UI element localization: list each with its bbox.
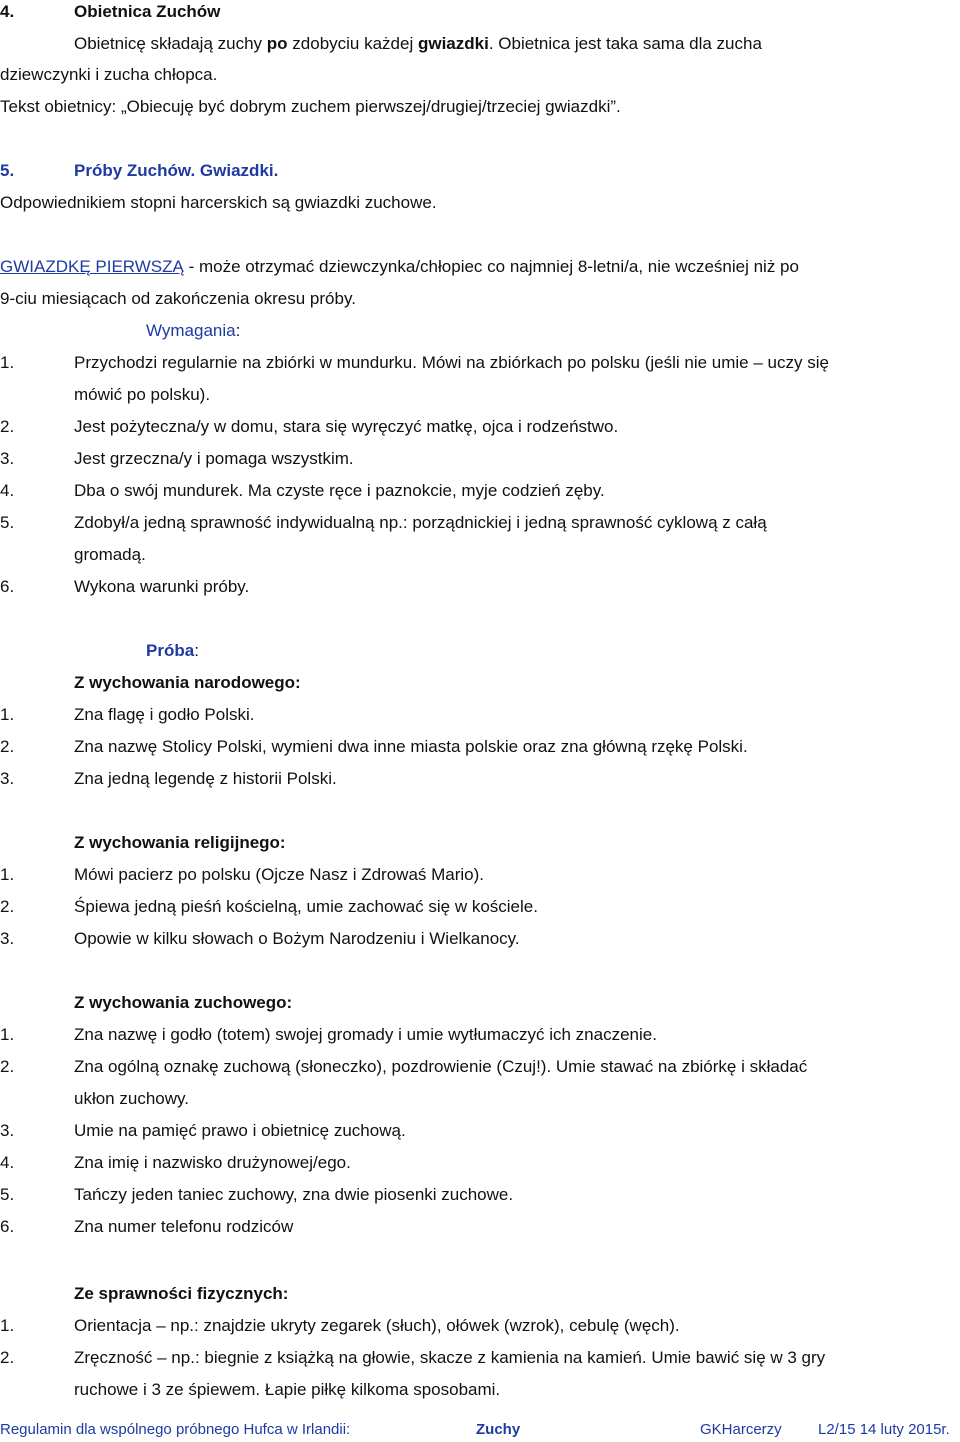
item-text: Zdobył/a jedną sprawność indywidualną np.: porządnickiej i jedną sprawność cyklową z całą xyxy=(74,513,767,532)
text-run-bold: po xyxy=(266,34,288,53)
requirement-item xyxy=(0,386,960,403)
footer-title: Regulamin dla wspólnego próbnego Hufca w Irlandii: xyxy=(0,1421,351,1438)
item-number: 3. xyxy=(0,769,15,788)
list-item xyxy=(0,1122,960,1139)
item-text: mówić po polsku). xyxy=(74,385,211,404)
item-number: 2. xyxy=(0,737,15,756)
section-number: 4. xyxy=(0,2,15,21)
item-text: ukłon zuchowy. xyxy=(74,1089,189,1108)
requirements-heading xyxy=(146,322,846,339)
subsection-title-physical: Ze sprawności fizycznych: xyxy=(74,1284,289,1303)
item-text: Opowie w kilku słowach o Bożym Narodzeniu i Wielkanocy. xyxy=(74,929,520,948)
item-text: Zna jedną legendę z historii Polski. xyxy=(74,769,337,788)
item-number: 2. xyxy=(0,1057,15,1076)
text-run-bold: gwiazdki xyxy=(417,34,489,53)
first-star-paragraph xyxy=(0,258,960,275)
first-star-text: - może otrzymać dziewczynka/chłopiec co najmniej 8-letni/a, nie wcześniej niż po xyxy=(183,257,799,276)
subsection-title-religious: Z wychowania religijnego: xyxy=(74,833,286,852)
footer-section: Zuchy xyxy=(476,1421,521,1438)
item-number: 4. xyxy=(0,481,15,500)
trial-label: Próba xyxy=(146,641,195,660)
item-number: 4. xyxy=(0,1153,15,1172)
item-text: Zna nazwę i godło (totem) swojej gromady i umie wytłumaczyć ich znaczenie. xyxy=(74,1025,657,1044)
list-item xyxy=(0,1381,960,1398)
item-text: Tańczy jeden taniec zuchowy, zna dwie piosenki zuchowe. xyxy=(74,1185,514,1204)
first-star-label: GWIAZDKĘ PIERWSZĄ xyxy=(0,257,184,276)
item-number: 6. xyxy=(0,577,15,596)
item-text: Jest grzeczna/y i pomaga wszystkim. xyxy=(74,449,354,468)
section-title: Obietnica Zuchów xyxy=(74,2,221,21)
requirement-item xyxy=(0,578,960,595)
item-text: Jest pożyteczna/y w domu, stara się wyręczyć matkę, ojca i rodzeństwo. xyxy=(74,417,619,436)
item-text: Wykona warunki próby. xyxy=(74,577,250,596)
item-number: 1. xyxy=(0,865,15,884)
promise-text: Tekst obietnicy: „Obiecuję być dobrym zuchem pierwszej/drugiej/trzeciej gwiazdki”. xyxy=(0,97,621,116)
section-5-intro: Odpowiednikiem stopni harcerskich są gwiazdki zuchowe. xyxy=(0,193,437,212)
first-star-text-line2: 9-ciu miesiącach od zakończenia okresu próby. xyxy=(0,289,356,308)
page-footer xyxy=(0,1422,960,1440)
item-number: 2. xyxy=(0,897,15,916)
item-number: 5. xyxy=(0,1185,15,1204)
requirement-item xyxy=(0,482,960,499)
section-4-text-line2: dziewczynki i zucha chłopca. xyxy=(0,65,218,84)
requirement-item xyxy=(0,418,960,435)
item-number: 3. xyxy=(0,1121,15,1140)
trial-heading xyxy=(146,642,846,659)
item-text: Zna flagę i godło Polski. xyxy=(74,705,255,724)
item-number: 5. xyxy=(0,513,15,532)
item-number: 1. xyxy=(0,1025,15,1044)
item-text: Zna ogólną oznakę zuchową (słoneczko), pozdrowienie (Czuj!). Umie stawać na zbiórkę i składać xyxy=(74,1057,808,1076)
item-number: 1. xyxy=(0,353,15,372)
item-number: 2. xyxy=(0,1348,15,1367)
list-item xyxy=(0,866,960,883)
item-text: Dba o swój mundurek. Ma czyste ręce i paznokcie, myje codzień zęby. xyxy=(74,481,605,500)
list-item xyxy=(0,1026,960,1043)
item-text: Mówi pacierz po polsku (Ojcze Nasz i Zdrowaś Mario). xyxy=(74,865,485,884)
list-item xyxy=(0,1154,960,1171)
item-number: 1. xyxy=(0,705,15,724)
colon: : xyxy=(235,321,241,340)
list-item xyxy=(0,1349,960,1366)
section-number: 5. xyxy=(0,161,15,180)
footer-code: L2/15 14 luty 2015r. xyxy=(818,1421,950,1438)
section-title: Próby Zuchów. Gwiazdki. xyxy=(74,161,279,180)
item-text: Zna nazwę Stolicy Polski, wymieni dwa inne miasta polskie oraz zna główną rzękę Polski. xyxy=(74,737,748,756)
item-number: 6. xyxy=(0,1217,15,1236)
item-number: 3. xyxy=(0,929,15,948)
subsection-title-national: Z wychowania narodowego: xyxy=(74,673,301,692)
item-text: gromadą. xyxy=(74,545,146,564)
text-run: zdobyciu każdej xyxy=(287,34,418,53)
requirement-item xyxy=(0,450,960,467)
list-item xyxy=(0,738,960,755)
item-text: Orientacja – np.: znajdzie ukryty zegarek (słuch), ołówek (wzrok), cebulę (węch). xyxy=(74,1316,680,1335)
list-item xyxy=(0,1186,960,1203)
list-item xyxy=(0,1218,960,1235)
requirements-label: Wymagania xyxy=(146,321,236,340)
requirement-item xyxy=(0,546,960,563)
footer-org: GKHarcerzy xyxy=(700,1421,782,1438)
list-item xyxy=(0,770,960,787)
text-run: . Obietnica jest taka sama dla zucha xyxy=(488,34,762,53)
item-text: Umie na pamięć prawo i obietnicę zuchową. xyxy=(74,1121,406,1140)
item-number: 2. xyxy=(0,417,15,436)
item-text: Śpiewa jedną pieśń kościelną, umie zachować się w kościele. xyxy=(74,897,538,916)
requirement-item xyxy=(0,354,960,371)
item-text: Zna numer telefonu rodziców xyxy=(74,1217,294,1236)
list-item xyxy=(0,1317,960,1334)
list-item xyxy=(0,1090,960,1107)
item-number: 3. xyxy=(0,449,15,468)
item-text: Przychodzi regularnie na zbiórki w mundurku. Mówi na zbiórkach po polsku (jeśli nie umie – uczy się xyxy=(74,353,829,372)
colon: : xyxy=(194,641,199,660)
subsection-title-cub: Z wychowania zuchowego: xyxy=(74,993,293,1012)
list-item xyxy=(0,898,960,915)
item-text: ruchowe i 3 ze śpiewem. Łapie piłkę kilkoma sposobami. xyxy=(74,1380,501,1399)
section-4-text xyxy=(74,35,960,52)
text-run: Obietnicę składają zuchy xyxy=(74,34,267,53)
list-item xyxy=(0,1058,960,1075)
list-item xyxy=(0,930,960,947)
item-text: Zna imię i nazwisko drużynowej/ego. xyxy=(74,1153,351,1172)
item-number: 1. xyxy=(0,1316,15,1335)
item-text: Zręczność – np.: biegnie z książką na głowie, skacze z kamienia na kamień. Umie bawić się w 3 gry xyxy=(74,1348,826,1367)
list-item xyxy=(0,706,960,723)
requirement-item xyxy=(0,514,960,531)
